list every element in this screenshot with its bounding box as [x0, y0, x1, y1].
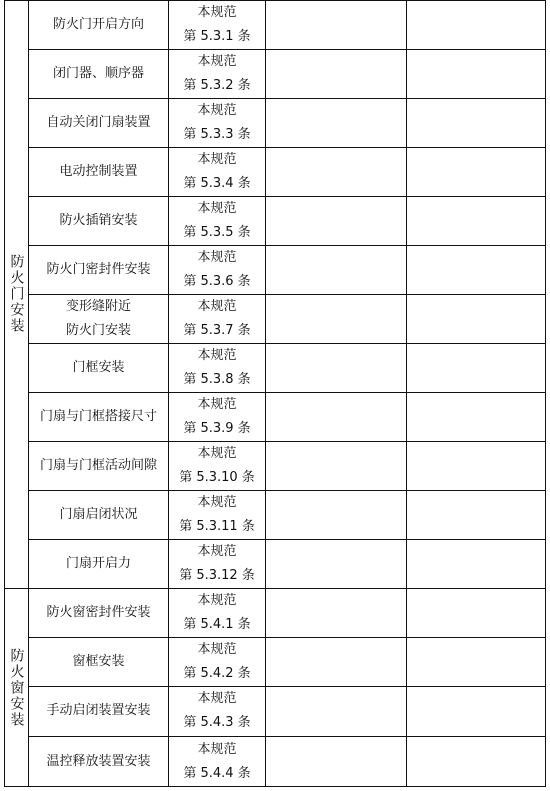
- result-cell: [266, 637, 406, 686]
- result-cell: [266, 392, 406, 441]
- reference-source: 本规范: [197, 396, 237, 412]
- reference-source: 本规范: [197, 741, 237, 757]
- result-cell: [266, 588, 406, 637]
- reference-source: 本规范: [197, 249, 237, 265]
- remark-cell: [407, 0, 546, 49]
- item-text: 防火门安装: [65, 322, 131, 338]
- item-text: 门扇启闭状况: [59, 506, 138, 522]
- reference-clause: 第 5.4.1 条: [183, 616, 251, 632]
- reference-source: 本规范: [197, 543, 237, 559]
- item-text: 门扇开启力: [65, 555, 131, 571]
- reference-cell: [169, 588, 265, 637]
- item-cell: [29, 343, 168, 392]
- result-cell: [266, 147, 406, 196]
- group-label-fire-door: [4, 0, 29, 588]
- result-cell: [266, 245, 406, 294]
- reference-cell: [169, 196, 265, 245]
- group-label-text: 防火门安装: [8, 254, 25, 334]
- result-cell: [266, 736, 406, 787]
- remark-cell: [407, 196, 546, 245]
- reference-source: 本规范: [197, 641, 237, 657]
- remark-cell: [407, 686, 546, 736]
- remark-cell: [407, 637, 546, 686]
- remark-cell: [407, 147, 546, 196]
- item-cell: [29, 736, 168, 787]
- item-text: 防火插销安装: [59, 212, 138, 228]
- result-cell: [266, 343, 406, 392]
- remark-cell: [407, 294, 546, 343]
- reference-source: 本规范: [197, 691, 237, 706]
- reference-cell: [169, 49, 265, 98]
- reference-cell: [169, 392, 265, 441]
- item-cell: [29, 490, 168, 539]
- remark-cell: [407, 588, 546, 637]
- reference-clause: 第 5.4.2 条: [183, 665, 251, 681]
- reference-source: 本规范: [197, 200, 237, 216]
- reference-source: 本规范: [197, 102, 237, 118]
- result-cell: [266, 0, 406, 49]
- reference-source: 本规范: [197, 494, 237, 510]
- item-text: 门扇与门框活动间隙: [39, 457, 157, 473]
- remark-cell: [407, 539, 546, 588]
- item-cell: [29, 245, 168, 294]
- reference-clause: 第 5.3.5 条: [183, 224, 251, 240]
- reference-clause: 第 5.3.12 条: [179, 567, 255, 583]
- reference-cell: [169, 147, 265, 196]
- reference-clause: 第 5.4.3 条: [183, 715, 251, 730]
- remark-cell: [407, 49, 546, 98]
- result-cell: [266, 98, 406, 147]
- item-cell: [29, 637, 168, 686]
- result-cell: [266, 294, 406, 343]
- remark-cell: [407, 441, 546, 490]
- item-text: 窗框安装: [72, 653, 125, 669]
- reference-cell: [169, 343, 265, 392]
- item-cell: [29, 98, 168, 147]
- reference-cell: [169, 441, 265, 490]
- reference-clause: 第 5.3.8 条: [183, 371, 251, 387]
- item-cell: [29, 441, 168, 490]
- group-label-text: 防火窗安装: [8, 647, 25, 728]
- reference-source: 本规范: [197, 151, 237, 167]
- reference-cell: [169, 98, 265, 147]
- reference-source: 本规范: [197, 347, 237, 363]
- reference-source: 本规范: [197, 592, 237, 608]
- item-cell: [29, 539, 168, 588]
- item-cell: [29, 0, 168, 49]
- reference-cell: [169, 294, 265, 343]
- item-cell: [29, 392, 168, 441]
- result-cell: [266, 196, 406, 245]
- reference-clause: 第 5.3.7 条: [183, 322, 251, 338]
- remark-cell: [407, 392, 546, 441]
- reference-cell: [169, 490, 265, 539]
- result-cell: [266, 49, 406, 98]
- reference-clause: 第 5.3.11 条: [179, 518, 255, 534]
- item-text: 防火门开启方向: [52, 16, 144, 32]
- reference-clause: 第 5.3.9 条: [183, 420, 251, 436]
- item-text: 门扇与门框搭接尺寸: [39, 408, 157, 424]
- remark-cell: [407, 98, 546, 147]
- item-cell: [29, 49, 168, 98]
- reference-source: 本规范: [197, 298, 237, 314]
- result-cell: [266, 490, 406, 539]
- item-cell: [29, 686, 168, 736]
- reference-source: 本规范: [197, 4, 237, 20]
- remark-cell: [407, 490, 546, 539]
- reference-clause: 第 5.3.2 条: [183, 77, 251, 93]
- item-cell: [29, 588, 168, 637]
- reference-cell: [169, 245, 265, 294]
- item-cell: [29, 196, 168, 245]
- reference-cell: [169, 637, 265, 686]
- reference-cell: [169, 0, 265, 49]
- result-cell: [266, 441, 406, 490]
- result-cell: [266, 686, 406, 736]
- reference-clause: 第 5.4.4 条: [183, 765, 251, 781]
- reference-clause: 第 5.3.1 条: [183, 28, 251, 44]
- item-text: 防火门密封件安装: [46, 261, 151, 277]
- reference-cell: [169, 539, 265, 588]
- remark-cell: [407, 736, 546, 787]
- item-cell: [29, 294, 168, 343]
- reference-clause: 第 5.3.3 条: [183, 126, 251, 142]
- reference-clause: 第 5.3.4 条: [183, 175, 251, 191]
- reference-clause: 第 5.3.10 条: [179, 469, 255, 485]
- item-text: 温控释放装置安装: [46, 753, 151, 769]
- item-text: 防火窗密封件安装: [46, 604, 151, 620]
- result-cell: [266, 539, 406, 588]
- reference-source: 本规范: [197, 53, 237, 69]
- reference-cell: [169, 686, 265, 736]
- reference-source: 本规范: [197, 445, 237, 461]
- remark-cell: [407, 343, 546, 392]
- item-text: 自动关闭门扇装置: [46, 114, 151, 130]
- reference-clause: 第 5.3.6 条: [183, 273, 251, 289]
- item-text: 变形缝附近: [65, 298, 131, 314]
- item-text: 手动启闭装置安装: [46, 703, 151, 718]
- reference-cell: [169, 736, 265, 787]
- item-text: 闭门器、顺序器: [52, 65, 144, 81]
- remark-cell: [407, 245, 546, 294]
- item-text: 电动控制装置: [59, 163, 138, 179]
- item-text: 门框安装: [72, 359, 125, 375]
- item-cell: [29, 147, 168, 196]
- group-label-fire-window: [4, 588, 29, 787]
